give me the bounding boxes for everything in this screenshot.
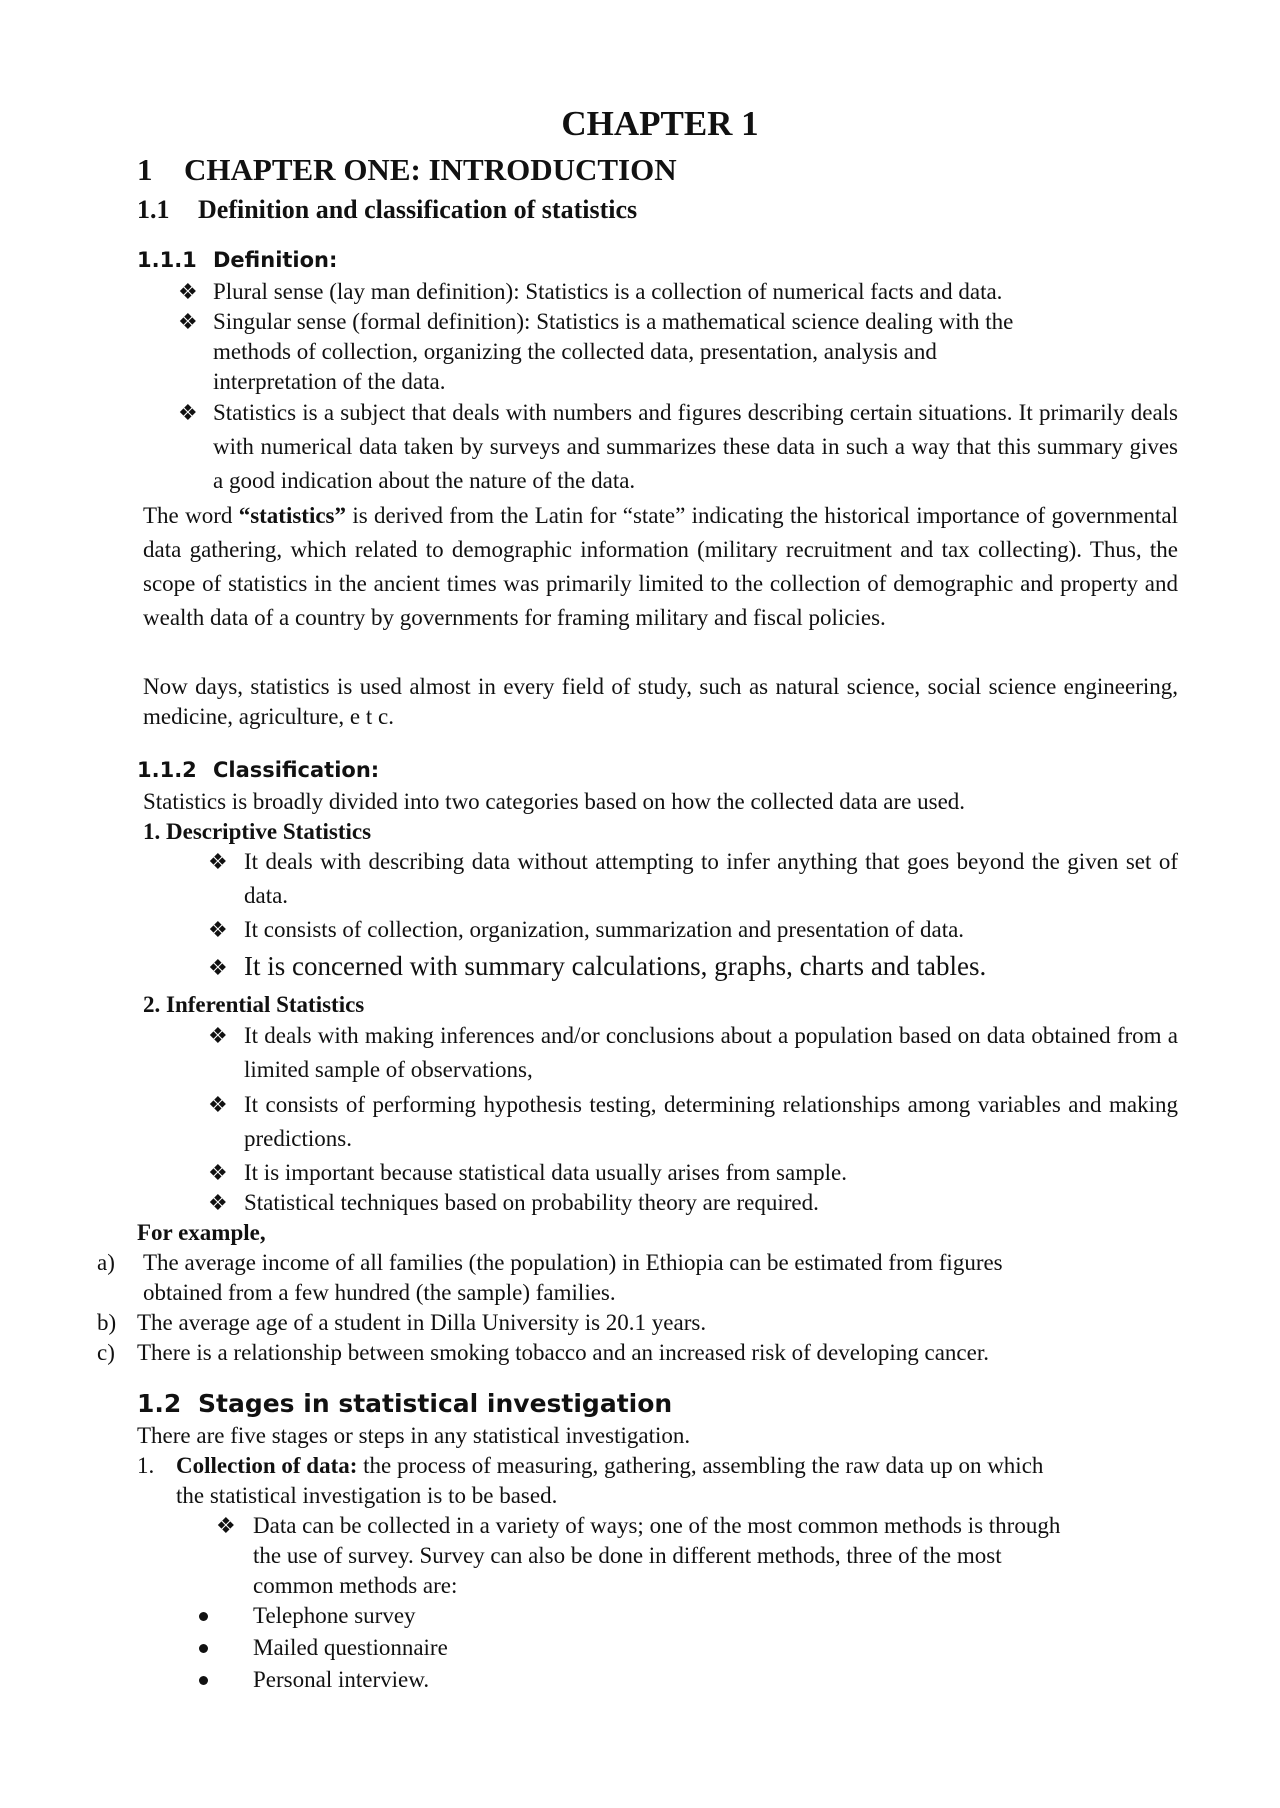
paragraph-text: The word	[143, 503, 239, 528]
paragraph-text: is derived from the Latin for “state” indicating the historical importance of governmental data gathering, which related to demographic information (military recruitment and tax collecting). Thus, the scope of statistics in the ancient times was primarily limited to the collection of demographic and property and wealth data of a country by governments for framing military and fiscal policies.	[143, 503, 1178, 630]
stage-1-bullet-line: common methods are:	[253, 1573, 458, 1598]
subsection-number: 1.1.2	[137, 758, 197, 782]
inferential-statistics-title: 2. Inferential Statistics	[143, 992, 365, 1017]
diamond-bullet-icon: ❖	[208, 955, 228, 980]
example-label: b)	[97, 1310, 117, 1335]
example-b-text: The average age of a student in Dilla University is 20.1 years.	[137, 1310, 707, 1335]
diamond-bullet-icon: ❖	[208, 849, 228, 874]
definition-bullet-singular-line: interpretation of the data.	[213, 369, 446, 394]
stages-intro: There are five stages or steps in any statistical investigation.	[137, 1423, 691, 1448]
paragraph-word-statistics	[143, 499, 1178, 635]
diamond-bullet-icon: ❖	[216, 1513, 236, 1538]
diamond-bullet-icon: ❖	[208, 1092, 228, 1117]
section-number: 1.1	[137, 195, 170, 224]
example-label: a)	[97, 1250, 115, 1275]
diamond-bullet-icon: ❖	[208, 1023, 228, 1048]
example-a-line: obtained from a few hundred (the sample) families.	[143, 1280, 616, 1305]
survey-method: Mailed questionnaire	[253, 1635, 448, 1660]
subsection-title: Definition:	[213, 248, 338, 272]
subsection-number: 1.1.1	[137, 248, 197, 272]
definition-bullet-singular-line: Singular sense (formal definition): Statistics is a mathematical science dealing with the	[213, 309, 1014, 334]
definition-bullet-plural: Plural sense (lay man definition): Statistics is a collection of numerical facts and data.	[213, 279, 1003, 304]
stage-1-line: the statistical investigation is to be based.	[176, 1483, 558, 1508]
definition-bullet-subject: Statistics is a subject that deals with numbers and figures describing certain situations. It primarily deals with numerical data taken by surveys and summarizes these data in such a way that this summary gives a good indication about the nature of the data.	[213, 400, 1178, 493]
for-example-label: For example,	[137, 1220, 266, 1245]
diamond-bullet-icon: ❖	[208, 1160, 228, 1185]
section-title: Stages in statistical investigation	[198, 1389, 673, 1418]
example-c-text: There is a relationship between smoking tobacco and an increased risk of developing cancer.	[137, 1340, 989, 1365]
paragraph-bold-term: “statistics”	[238, 503, 347, 528]
section-title: Definition and classification of statistics	[198, 195, 638, 224]
survey-method: Personal interview.	[253, 1667, 430, 1692]
diamond-bullet-icon: ❖	[178, 279, 198, 304]
stage-1-text: the process of measuring, gathering, assembling the raw data up on which	[357, 1453, 1044, 1478]
section-number: 1.2	[137, 1389, 182, 1418]
subsection-heading-definition	[137, 248, 337, 272]
descriptive-bullet-summary: It is concerned with summary calculations, graphs, charts and tables.	[244, 951, 987, 981]
section-heading-1-2	[137, 1389, 672, 1418]
definition-bullet-singular-line: methods of collection, organizing the collected data, presentation, analysis and	[213, 339, 937, 364]
inferential-bullet-inferences: It deals with making inferences and/or conclusions about a population based on data obtained from a limited sample of observations,	[244, 1023, 1178, 1082]
example-a-line: The average income of all families (the population) in Ethiopia can be estimated from figures	[143, 1250, 1003, 1275]
round-bullet-icon	[199, 1612, 208, 1621]
example-label: c)	[97, 1340, 115, 1365]
diamond-bullet-icon: ❖	[178, 400, 198, 425]
round-bullet-icon	[199, 1676, 208, 1685]
classification-intro: Statistics is broadly divided into two categories based on how the collected data are used.	[143, 789, 966, 814]
round-bullet-icon	[199, 1644, 208, 1653]
diamond-bullet-icon: ❖	[178, 309, 198, 334]
diamond-bullet-icon: ❖	[208, 917, 228, 942]
descriptive-bullet-describing: It deals with describing data without attempting to infer anything that goes beyond the given set of data.	[244, 849, 1178, 908]
descriptive-statistics-title: 1. Descriptive Statistics	[143, 819, 372, 844]
stage-1-title: Collection of data:	[176, 1453, 358, 1478]
subsection-title: Classification:	[213, 758, 380, 782]
survey-method: Telephone survey	[253, 1603, 416, 1628]
stage-1-bullet-line: the use of survey. Survey can also be done in different methods, three of the most	[253, 1543, 1002, 1568]
stage-number: 1.	[137, 1453, 155, 1478]
inferential-bullet-sample: It is important because statistical data usually arises from sample.	[244, 1160, 847, 1185]
inferential-bullet-hypothesis: It consists of performing hypothesis testing, determining relationships among variables and making predictions.	[244, 1092, 1178, 1151]
paragraph-now-days: Now days, statistics is used almost in every field of study, such as natural science, social science engineering, medicine, agriculture, e t c.	[143, 674, 1178, 729]
subsection-heading-classification	[137, 758, 379, 782]
chapter-heading-number: 1	[137, 152, 153, 187]
inferential-bullet-probability: Statistical techniques based on probability theory are required.	[244, 1190, 819, 1215]
stage-1-line	[176, 1451, 1043, 1481]
section-heading-1-1	[137, 195, 637, 225]
stage-1-bullet-line: Data can be collected in a variety of ways; one of the most common methods is through	[253, 1513, 1061, 1538]
chapter-heading	[137, 152, 677, 188]
chapter-heading-text: CHAPTER ONE: INTRODUCTION	[184, 152, 677, 187]
descriptive-bullet-collection: It consists of collection, organization, summarization and presentation of data.	[244, 917, 965, 942]
chapter-title: CHAPTER 1	[561, 104, 759, 143]
diamond-bullet-icon: ❖	[208, 1190, 228, 1215]
